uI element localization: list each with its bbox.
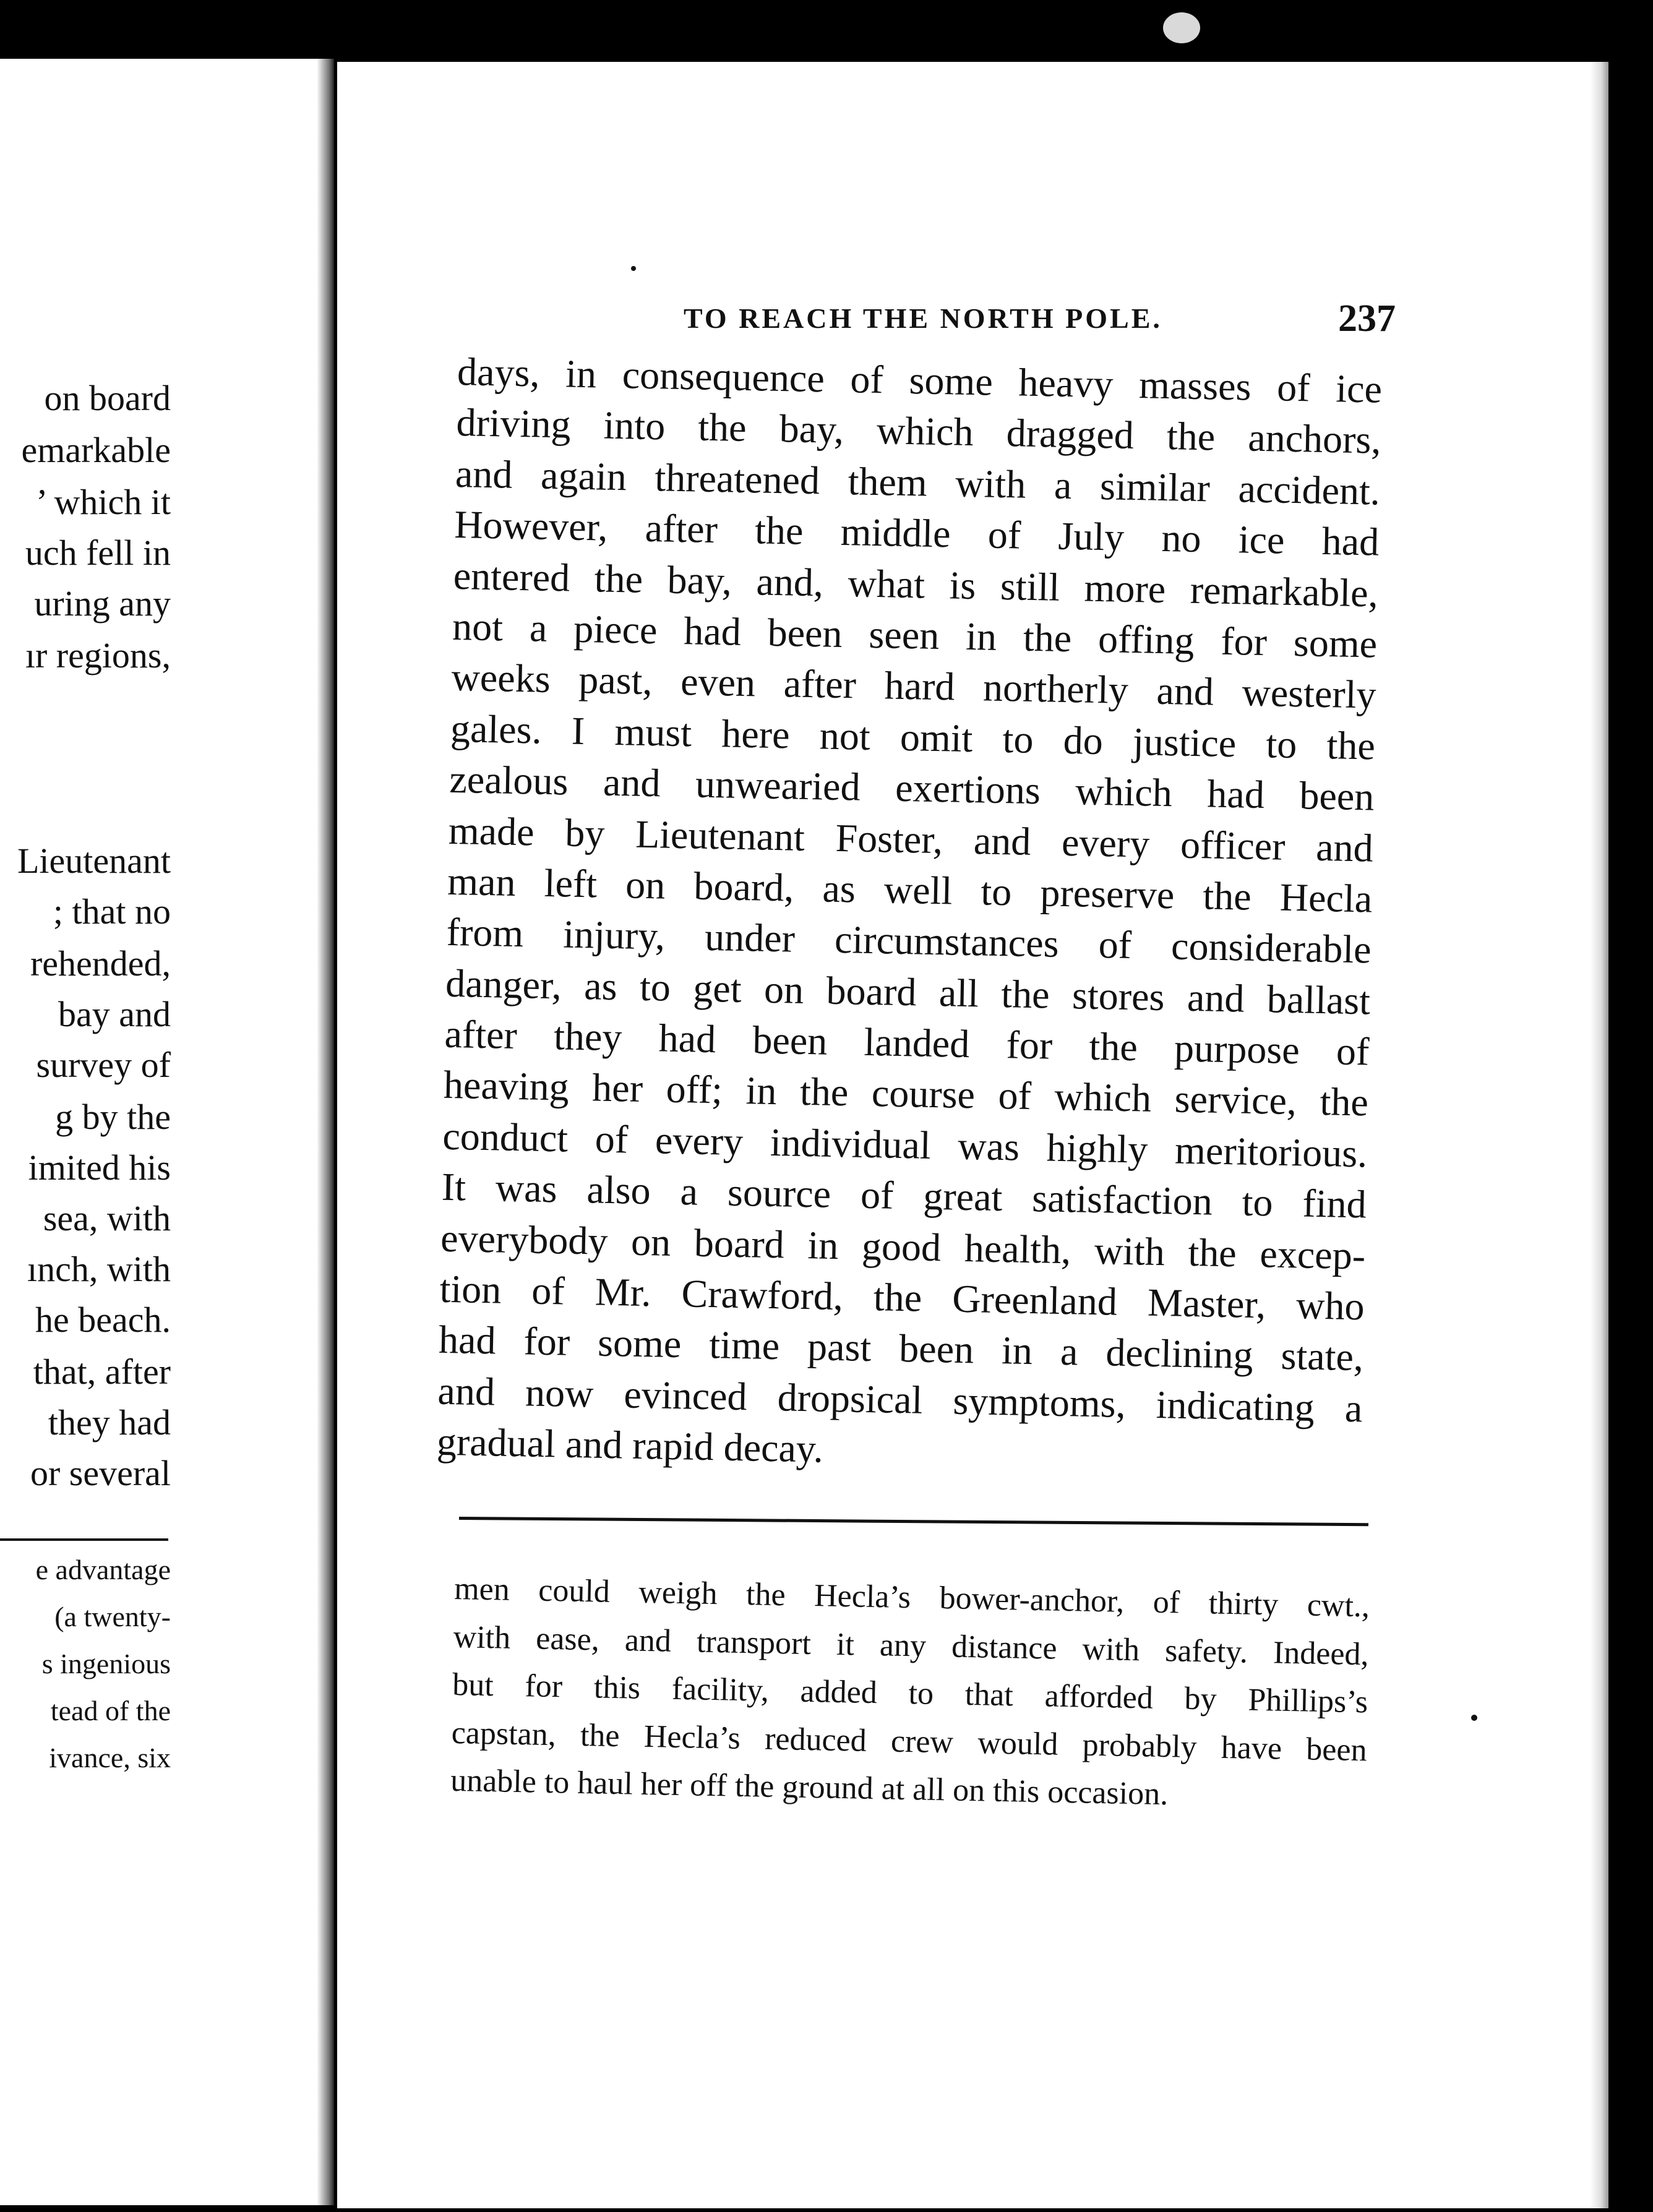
- left-footnote-fragment: (a twenty-: [54, 1601, 171, 1632]
- left-fragment: ; that no: [53, 891, 171, 932]
- left-footnote-fragment: tead of the: [50, 1695, 171, 1726]
- left-fragment: he beach.: [35, 1300, 171, 1340]
- body-line: and now evinced dropsical symptoms, indicating a: [437, 1368, 1363, 1431]
- left-fragment: sea, with: [43, 1198, 171, 1238]
- left-footnote-rule: [0, 1538, 168, 1541]
- scan-speck: [1471, 1715, 1477, 1721]
- left-fragment: ’ which it: [36, 482, 171, 522]
- left-fragment: ınch, with: [27, 1249, 171, 1289]
- left-footnote-fragment: s ingenious: [41, 1648, 171, 1679]
- left-fragment: uring any: [34, 583, 171, 624]
- left-fragment: Lieutenant: [17, 841, 171, 881]
- footnote: [450, 1565, 1370, 1822]
- left-fragment: uch fell in: [25, 533, 171, 573]
- left-facing-page: [0, 59, 334, 2205]
- left-footnote-fragment: e advantage: [35, 1554, 171, 1585]
- running-title: TO REACH THE NORTH POLE.: [684, 302, 1162, 334]
- left-fragment: they had: [48, 1402, 171, 1443]
- body-line: and again threatened them with a similar accident.: [455, 451, 1381, 513]
- body-text: [436, 346, 1383, 1485]
- left-fragment: rehended,: [30, 943, 171, 984]
- body-line: after they had been landed for the purpose of: [444, 1011, 1370, 1074]
- left-fragment: or several: [30, 1453, 171, 1493]
- scan-speck: [1163, 12, 1200, 43]
- scan-speck: [631, 266, 636, 271]
- left-fragment: that, after: [33, 1352, 171, 1392]
- footnote-line: but for this facility, added to that afforded by Phillips’s: [452, 1667, 1368, 1720]
- footnote-line: unable to haul her off the ground at all on this occasion.: [450, 1763, 1169, 1812]
- body-line: conduct of every individual was highly meritorious.: [442, 1113, 1368, 1176]
- footnote-line: with ease, and transport it any distance with safety. Indeed,: [453, 1619, 1370, 1672]
- left-fragment: on board: [44, 378, 171, 418]
- running-head: [350, 229, 1396, 340]
- left-footnote-fragment: ivance, six: [49, 1742, 171, 1773]
- body-line: weeks past, even after hard northerly and westerly: [451, 655, 1377, 717]
- left-fragment: ır regions,: [25, 635, 171, 675]
- body-line: zealous and unwearied exertions which had been: [449, 757, 1375, 819]
- body-line: tion of Mr. Crawford, the Greenland Master, who: [439, 1266, 1365, 1329]
- body-line: everybody on board in good health, with the excep-: [440, 1215, 1366, 1278]
- body-line: not a piece had been seen in the offing for some: [452, 604, 1378, 666]
- body-line: days, in consequence of some heavy masses of ice: [457, 349, 1383, 411]
- body-line: man left on board, as well to preserve the Hecla: [447, 859, 1373, 921]
- body-line: entered the bay, and, what is still more remarkable,: [453, 553, 1379, 615]
- footnote-line: capstan, the Hecla’s reduced crew would probably have been: [451, 1715, 1368, 1768]
- left-fragment: emarkable: [21, 430, 171, 470]
- body-line: from injury, under circumstances of considerable: [446, 910, 1372, 972]
- body-line: gales. I must here not omit to do justice to the: [450, 706, 1376, 768]
- left-fragment: bay and: [58, 994, 171, 1034]
- left-fragment: survey of: [36, 1045, 171, 1085]
- body-line: had for some time past been in a declining state,: [438, 1318, 1364, 1379]
- body-line: danger, as to get on board all the stores and ballast: [445, 961, 1371, 1023]
- body-line: gradual and rapid decay.: [436, 1419, 824, 1471]
- gutter-shadow: [317, 59, 334, 2205]
- body-line: However, after the middle of July no ice had: [453, 502, 1380, 564]
- page-edge: [1590, 62, 1608, 2208]
- left-fragment: imited his: [28, 1147, 171, 1188]
- footnote-line: men could weigh the Hecla’s bower-anchor, of thirty cwt.,: [453, 1571, 1370, 1624]
- body-line: heaving her off; in the course of which service, the: [443, 1063, 1369, 1125]
- body-line: driving into the bay, which dragged the anchors,: [455, 400, 1382, 463]
- left-fragment: g by the: [55, 1097, 171, 1137]
- page-number: 237: [1338, 298, 1396, 340]
- body-line: made by Lieutenant Foster, and every officer and: [448, 808, 1374, 870]
- body-line: It was also a source of great satisfaction to find: [441, 1165, 1367, 1227]
